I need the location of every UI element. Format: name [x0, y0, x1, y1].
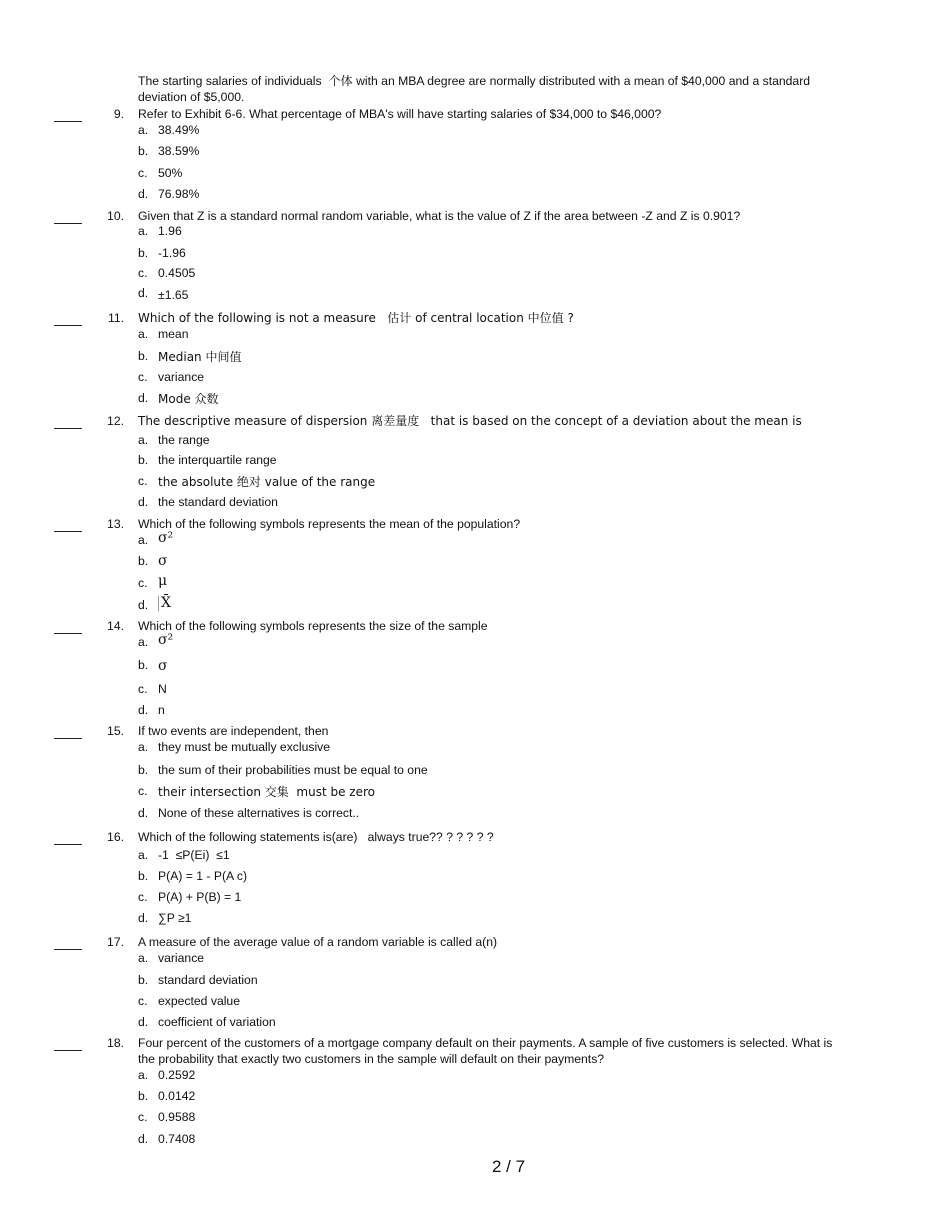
- question-text: Which of the following statements is(are) always true?? ? ? ? ? ?: [138, 830, 494, 844]
- option-letter: c.: [138, 576, 148, 590]
- question-number: 16.: [107, 830, 124, 844]
- question-number: 15.: [107, 724, 124, 738]
- sigma-symbol: σ: [158, 658, 168, 674]
- option-letter: b.: [138, 453, 149, 467]
- option-text: N: [158, 682, 167, 696]
- answer-blank-17[interactable]: [54, 949, 82, 950]
- option-text: ∑P ≥1: [158, 911, 192, 925]
- option-text: P(A) = 1 - P(A c): [158, 869, 248, 883]
- option-letter: a.: [138, 533, 149, 547]
- option-text: ±1.65: [158, 288, 189, 302]
- option-letter: c.: [138, 166, 148, 180]
- option-text: 0.0142: [158, 1089, 196, 1103]
- question-text: If two events are independent, then: [138, 724, 329, 738]
- question-number: 17.: [107, 935, 124, 949]
- option-letter: c.: [138, 474, 148, 488]
- question-text: Refer to Exhibit 6-6. What percentage of MBA's will have starting salaries of $34,000 to $46,000?: [138, 107, 662, 121]
- option-text: 38.49%: [158, 123, 200, 137]
- option-letter: b.: [138, 658, 149, 672]
- intro-line-1: The starting salaries of individuals 个体 with an MBA degree are normally distributed with a mean of $40,000 and a standard: [138, 74, 811, 88]
- question-number: 12.: [107, 414, 124, 428]
- answer-blank-10[interactable]: [54, 223, 82, 224]
- intro-line-2: deviation of $5,000.: [138, 90, 245, 104]
- x-bar-symbol: X̄: [158, 596, 171, 611]
- option-letter: c.: [138, 370, 148, 384]
- option-letter: c.: [138, 994, 148, 1008]
- question-number: 18.: [107, 1036, 124, 1050]
- sigma-squared-symbol: σ²: [158, 632, 174, 648]
- option-text: 0.7408: [158, 1132, 196, 1146]
- option-text: the absolute 绝对 value of the range: [158, 475, 376, 489]
- option-letter: a.: [138, 740, 149, 754]
- option-text: 38.59%: [158, 144, 200, 158]
- question-text: Which of the following is not a measure 估计 of central location 中位值 ?: [138, 311, 574, 325]
- question-text: Given that Z is a standard normal random variable, what is the value of Z if the area between -Z and Z is 0.901?: [138, 209, 741, 223]
- option-letter: c.: [138, 890, 148, 904]
- answer-blank-12[interactable]: [54, 428, 82, 429]
- option-letter: b.: [138, 973, 149, 987]
- option-letter: d.: [138, 187, 149, 201]
- option-letter: b.: [138, 763, 149, 777]
- option-letter: b.: [138, 144, 149, 158]
- option-text: 0.2592: [158, 1068, 196, 1082]
- answer-blank-15[interactable]: [54, 738, 82, 739]
- question-number: 9.: [113, 107, 124, 121]
- option-letter: d.: [138, 911, 149, 925]
- option-text: 1.96: [158, 224, 182, 238]
- option-text: 0.4505: [158, 266, 196, 280]
- question-text-continued: the probability that exactly two customers in the sample will default on their payments?: [138, 1052, 605, 1066]
- answer-blank-16[interactable]: [54, 844, 82, 845]
- question-text: Which of the following symbols represents the mean of the population?: [138, 517, 521, 531]
- option-text: 76.98%: [158, 187, 200, 201]
- option-text: n: [158, 703, 165, 717]
- option-letter: a.: [138, 123, 149, 137]
- option-letter: b.: [138, 554, 149, 568]
- option-letter: d.: [138, 703, 149, 717]
- sigma-squared-symbol: σ²: [158, 530, 174, 546]
- option-letter: b.: [138, 246, 149, 260]
- question-number: 10.: [107, 209, 124, 223]
- option-letter: d.: [138, 806, 149, 820]
- question-number: 13.: [107, 517, 124, 531]
- option-letter: c.: [138, 266, 148, 280]
- option-letter: b.: [138, 349, 149, 363]
- option-letter: a.: [138, 433, 149, 447]
- option-letter: d.: [138, 391, 149, 405]
- question-text: Four percent of the customers of a mortgage company default on their payments. A sample of five customers is selected. What is: [138, 1036, 833, 1050]
- option-letter: c.: [138, 784, 148, 798]
- option-letter: a.: [138, 635, 149, 649]
- option-text: expected value: [158, 994, 240, 1008]
- option-text: mean: [158, 327, 189, 341]
- option-text: Mode 众数: [158, 392, 219, 406]
- option-text: variance: [158, 951, 205, 965]
- option-text: the interquartile range: [158, 453, 277, 467]
- option-text: -1.96: [158, 246, 186, 260]
- option-text: their intersection 交集 must be zero: [158, 785, 375, 799]
- answer-blank-9[interactable]: [54, 121, 82, 122]
- option-letter: b.: [138, 1089, 149, 1103]
- option-text: coefficient of variation: [158, 1015, 276, 1029]
- option-letter: a.: [138, 224, 149, 238]
- option-letter: d.: [138, 1015, 149, 1029]
- answer-blank-18[interactable]: [54, 1050, 82, 1051]
- option-text: 50%: [158, 166, 183, 180]
- option-letter: c.: [138, 1110, 148, 1124]
- question-number: 11.: [107, 311, 124, 325]
- option-text: 0.9588: [158, 1110, 196, 1124]
- option-letter: d.: [138, 495, 149, 509]
- option-text: -1 ≤P(Ei) ≤1: [158, 848, 230, 862]
- option-letter: d.: [138, 1132, 149, 1146]
- option-text: standard deviation: [158, 973, 258, 987]
- option-letter: d.: [138, 598, 149, 612]
- option-text: they must be mutually exclusive: [158, 740, 331, 754]
- question-number: 14.: [107, 619, 124, 633]
- mu-symbol: μ: [158, 573, 168, 589]
- answer-blank-11[interactable]: [54, 325, 82, 326]
- option-letter: a.: [138, 327, 149, 341]
- option-letter: d.: [138, 286, 149, 300]
- answer-blank-13[interactable]: [54, 531, 82, 532]
- answer-blank-14[interactable]: [54, 633, 82, 634]
- option-letter: a.: [138, 848, 149, 862]
- option-text: P(A) + P(B) = 1: [158, 890, 242, 904]
- option-text: the sum of their probabilities must be equal to one: [158, 763, 428, 777]
- question-text: The descriptive measure of dispersion 离差量度 that is based on the concept of a deviation about the mean is: [138, 414, 802, 428]
- question-text: Which of the following symbols represents the size of the sample: [138, 619, 488, 633]
- question-text: A measure of the average value of a random variable is called a(n): [138, 935, 498, 949]
- option-letter: c.: [138, 682, 148, 696]
- option-text: the range: [158, 433, 210, 447]
- option-text: Median 中间值: [158, 350, 242, 364]
- page-number: 2 / 7: [492, 1157, 526, 1176]
- option-text: the standard deviation: [158, 495, 278, 509]
- option-letter: b.: [138, 869, 149, 883]
- sigma-symbol: σ: [158, 553, 168, 569]
- option-text: variance: [158, 370, 205, 384]
- option-text: None of these alternatives is correct..: [158, 806, 360, 820]
- option-letter: a.: [138, 951, 149, 965]
- option-letter: a.: [138, 1068, 149, 1082]
